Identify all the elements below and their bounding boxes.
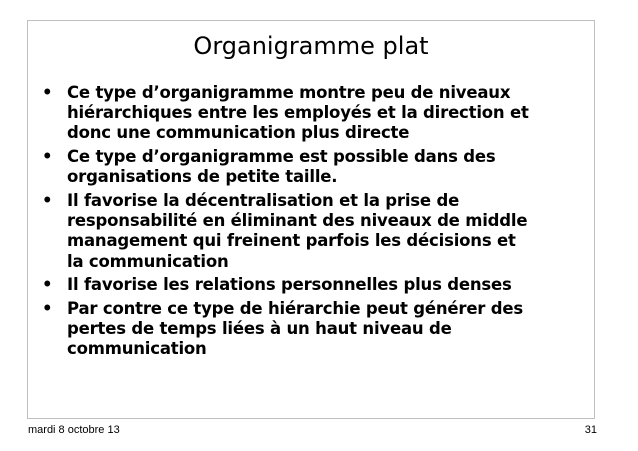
bullet-line: responsabilité en éliminant des niveaux de middle bbox=[67, 211, 528, 231]
bullet-line: organisations de petite taille. bbox=[67, 167, 338, 187]
bullet-line: Il favorise la décentralisation et la prise de bbox=[67, 191, 460, 211]
slide-frame bbox=[27, 20, 595, 419]
bullet-list bbox=[40, 83, 588, 363]
bullet-line: Par contre ce type de hiérarchie peut générer des bbox=[67, 299, 524, 319]
bullet-line: Ce type d’organigramme est possible dans des bbox=[67, 147, 496, 167]
bullet-line: communication bbox=[67, 339, 207, 359]
slide-title: Organigramme plat bbox=[193, 32, 429, 60]
bullet-line: donc une communication plus directe bbox=[67, 123, 410, 143]
bullet-dot-icon: • bbox=[42, 147, 53, 167]
footer-date: mardi 8 octobre 13 bbox=[28, 424, 120, 436]
bullet-line: management qui freinent parfois les décisions et bbox=[67, 231, 516, 251]
bullet-dot-icon: • bbox=[42, 191, 53, 211]
bullet-line: Il favorise les relations personnelles plus denses bbox=[67, 275, 512, 295]
bullet-item bbox=[40, 299, 588, 360]
bullet-dot-icon: • bbox=[42, 83, 53, 102]
bullet-dot-icon: • bbox=[42, 299, 53, 319]
bullet-line: hiérarchiques entre les employés et la direction et bbox=[67, 103, 529, 123]
bullet-item bbox=[40, 147, 588, 187]
bullet-dot-icon: • bbox=[42, 275, 53, 295]
bullet-line: pertes de temps liées à un haut niveau de bbox=[67, 319, 452, 339]
bullet-item bbox=[40, 191, 588, 272]
bullet-line: la communication bbox=[67, 251, 229, 271]
bullet-item bbox=[40, 83, 588, 144]
bullet-line: Ce type d’organigramme montre peu de niveaux bbox=[67, 83, 511, 102]
footer-page-number: 31 bbox=[584, 424, 597, 436]
bullet-item bbox=[40, 275, 588, 295]
